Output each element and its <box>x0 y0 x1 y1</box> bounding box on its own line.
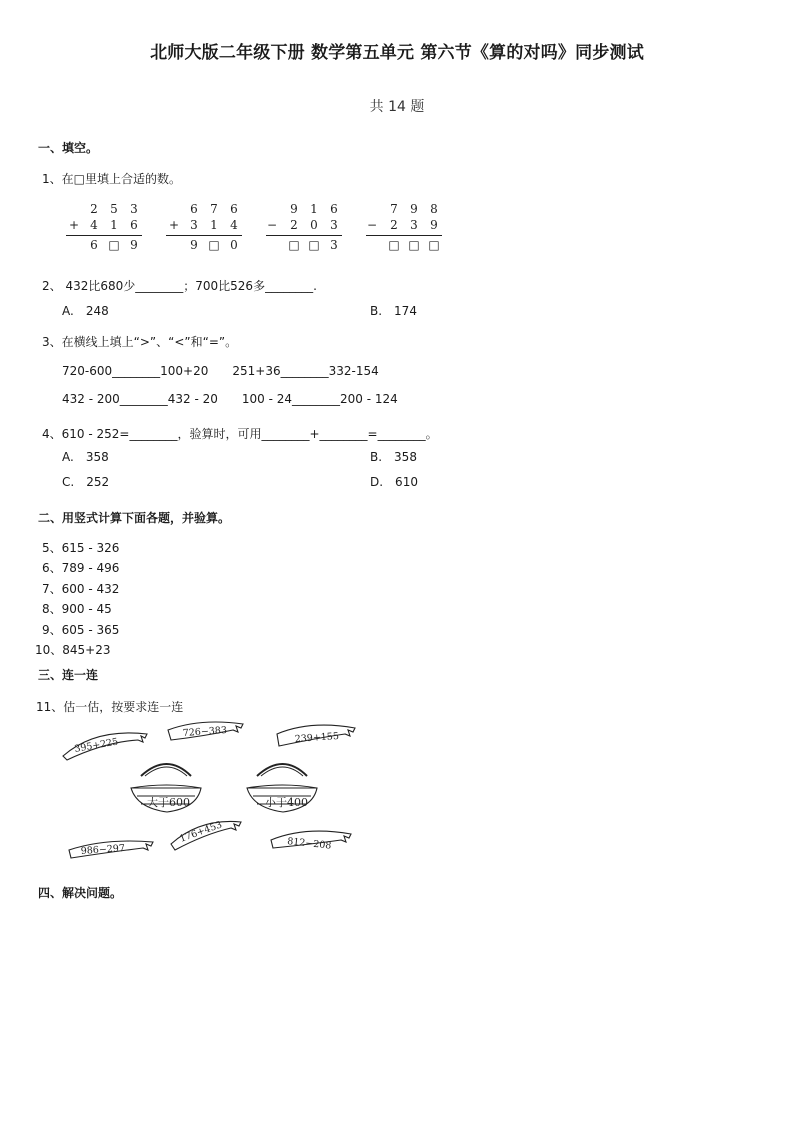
q11-text: 11、估一估，按要求连一连 <box>36 700 184 714</box>
sum-line <box>66 235 142 236</box>
leaf-label-6: 812−208 <box>286 836 332 852</box>
digit: 3 <box>190 218 198 232</box>
basket-label-2: 小于400 <box>265 796 308 809</box>
digit: 1 <box>310 202 318 216</box>
digit: 9 <box>430 218 438 232</box>
q3-text: 3、在横线上填上“>”、“<”和“=”。 <box>42 335 238 349</box>
q2-text: 2、 432比680少________；700比526多________. <box>42 279 317 293</box>
page-title: 北师大版二年级下册 数学第五单元 第六节《算的对吗》同步测试 <box>150 43 644 63</box>
digit: 3 <box>130 202 138 216</box>
sum-line <box>266 235 342 236</box>
digit: 3 <box>410 218 418 232</box>
blank-box[interactable]: □ <box>208 238 220 252</box>
sum-line <box>166 235 242 236</box>
section-2-heading: 二、用竖式计算下面各题，并验算。 <box>38 511 231 525</box>
q6: 6、789 - 496 <box>42 561 120 575</box>
digit: 0 <box>310 218 318 232</box>
blank-box[interactable]: □ <box>308 238 320 252</box>
section-1-heading: 一、填空。 <box>38 141 99 155</box>
digit: 1 <box>110 218 118 232</box>
problem-2-row-bot <box>166 238 246 254</box>
operator-sign: + <box>68 218 80 232</box>
digit: 2 <box>290 218 298 232</box>
digit: 9 <box>290 202 298 216</box>
q9: 9、605 - 365 <box>42 623 120 637</box>
vertical-problem-4 <box>366 202 446 262</box>
digit: 9 <box>410 202 418 216</box>
leaf-label-5: 176+453 <box>178 819 224 845</box>
leaf-label-1: 395+225 <box>73 736 120 755</box>
q4-option-c: C. 252 <box>62 475 110 489</box>
matching-illustration <box>55 716 375 866</box>
q4-option-d: D. 610 <box>370 475 418 489</box>
digit: 0 <box>230 238 238 252</box>
q4-option-a: A. 358 <box>62 450 109 464</box>
digit: 6 <box>90 238 98 252</box>
blank-box[interactable]: □ <box>408 238 420 252</box>
q4-text: 4、610 - 252=________，验算时，可用________+________=________。 <box>42 427 438 441</box>
digit: 7 <box>210 202 218 216</box>
operator-sign: + <box>168 218 180 232</box>
problem-1-row-mid <box>66 218 146 234</box>
blank-box[interactable]: □ <box>108 238 120 252</box>
digit: 6 <box>330 202 338 216</box>
digit: 3 <box>330 238 338 252</box>
problem-3-row-mid <box>266 218 346 234</box>
blank-box[interactable]: □ <box>388 238 400 252</box>
vertical-problem-3 <box>266 202 346 262</box>
digit: 6 <box>230 202 238 216</box>
sum-line <box>366 235 442 236</box>
digit: 1 <box>210 218 218 232</box>
q10: 10、845+23 <box>35 643 111 657</box>
digit: 8 <box>430 202 438 216</box>
leaf-label-2: 726−383 <box>182 724 228 739</box>
q8: 8、900 - 45 <box>42 602 112 616</box>
problem-4-row-top <box>366 202 446 218</box>
operator-sign: − <box>366 218 378 232</box>
problem-1-row-bot <box>66 238 146 254</box>
digit: 2 <box>390 218 398 232</box>
leaf-label-3: 239+155 <box>294 730 340 745</box>
vertical-problem-1 <box>66 202 146 262</box>
q2-option-a: A. 248 <box>62 304 109 318</box>
section-4-heading: 四、解决问题。 <box>38 886 123 900</box>
blank-box[interactable]: □ <box>288 238 300 252</box>
digit: 3 <box>330 218 338 232</box>
q1-text: 1、在□里填上合适的数。 <box>42 172 181 186</box>
problem-2-row-top <box>166 202 246 218</box>
leaf-label-4: 986−297 <box>80 842 126 857</box>
digit: 9 <box>190 238 198 252</box>
vertical-problem-2 <box>166 202 246 262</box>
question-count: 共 14 题 <box>369 99 425 115</box>
digit: 4 <box>230 218 238 232</box>
digit: 4 <box>90 218 98 232</box>
digit: 9 <box>130 238 138 252</box>
operator-sign: − <box>266 218 278 232</box>
q5: 5、615 - 326 <box>42 541 120 555</box>
q3-line-1: 720-600________100+20 251+36________332-154 <box>62 364 379 378</box>
problem-1-row-top <box>66 202 146 218</box>
q7: 7、600 - 432 <box>42 582 120 596</box>
problem-4-row-mid <box>366 218 446 234</box>
digit: 6 <box>190 202 198 216</box>
problem-4-row-bot <box>366 238 446 254</box>
blank-box[interactable]: □ <box>428 238 440 252</box>
digit: 6 <box>130 218 138 232</box>
problem-3-row-top <box>266 202 346 218</box>
digit: 5 <box>110 202 118 216</box>
q4-option-b: B. 358 <box>370 450 417 464</box>
q2-option-b: B. 174 <box>370 304 417 318</box>
problem-2-row-mid <box>166 218 246 234</box>
problem-3-row-bot <box>266 238 346 254</box>
section-3-heading: 三、连一连 <box>38 668 99 682</box>
basket-label-1: 大于600 <box>147 796 190 809</box>
digit: 2 <box>90 202 98 216</box>
q3-line-2: 432 - 200________432 - 20 100 - 24________200 - 124 <box>62 392 398 406</box>
digit: 7 <box>390 202 398 216</box>
